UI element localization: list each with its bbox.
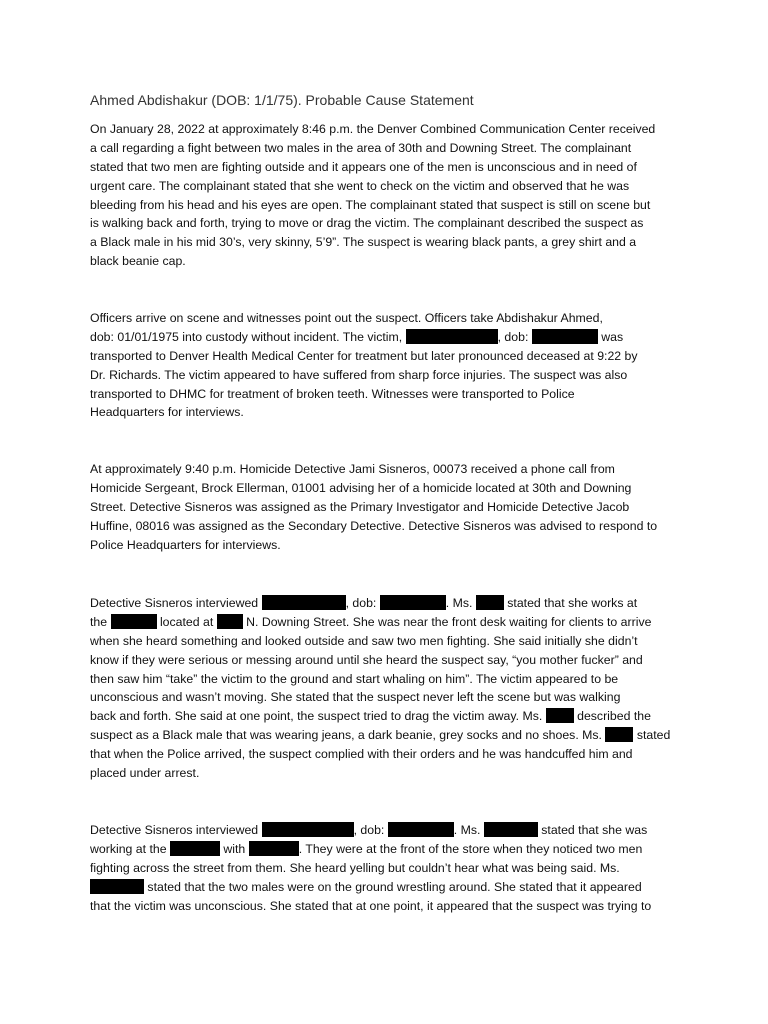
text-line: Dr. Richards. The victim appeared to have suffered from sharp force injuries. The suspect was also bbox=[90, 367, 628, 382]
text-segment: stated that the two males were on the ground wrestling around. She stated that it appeared bbox=[147, 879, 642, 894]
redaction-bar bbox=[262, 595, 346, 610]
text-line: transported to DHMC for treatment of broken teeth. Witnesses were transported to Police bbox=[90, 386, 575, 401]
text-line bbox=[90, 821, 690, 840]
text-line: know if they were serious or messing around until she heard the suspect say, “you mother fucker” and bbox=[90, 652, 643, 667]
redaction-bar bbox=[532, 329, 598, 344]
text-line: Street. Detective Sisneros was assigned as the Primary Investigator and Homicide Detective Jacob bbox=[90, 499, 630, 514]
paragraph-incident-call bbox=[90, 120, 690, 271]
redaction-bar bbox=[605, 727, 633, 742]
redaction-bar bbox=[90, 879, 144, 894]
redaction-bar bbox=[111, 614, 157, 629]
redaction-bar bbox=[388, 822, 454, 837]
paragraph-officers-arrive bbox=[90, 309, 690, 422]
text-line: Homicide Sergeant, Brock Ellerman, 01001 advising her of a homicide located at 30th and Downing bbox=[90, 480, 632, 495]
text-line: black beanie cap. bbox=[90, 254, 186, 269]
text-segment: described the bbox=[577, 709, 651, 724]
text-line bbox=[90, 613, 690, 632]
text-line: Huffine, 08016 was assigned as the Secondary Detective. Detective Sisneros was advised to respond to bbox=[90, 518, 658, 533]
text-line bbox=[90, 878, 690, 897]
text-line: is walking back and forth, trying to move or drag the victim. The complainant described the suspect as bbox=[90, 216, 644, 231]
redaction-bar bbox=[380, 595, 446, 610]
redaction-bar bbox=[262, 822, 354, 837]
text-segment: Detective Sisneros interviewed bbox=[90, 596, 259, 610]
text-line bbox=[90, 840, 690, 859]
text-line: fighting across the street from them. She heard yelling but couldn’t hear what was being said. Ms. bbox=[90, 860, 620, 875]
text-line: a Black male in his mid 30’s, very skinny, 5’9”. The suspect is wearing black pants, a grey shirt and a bbox=[90, 235, 637, 250]
text-line bbox=[90, 707, 690, 726]
text-line: then saw him “take” the victim to the ground and start whaling on him”. The victim appeared to be bbox=[90, 671, 619, 686]
text-segment: . They were at the front of the store when they noticed two men bbox=[298, 841, 643, 856]
text-segment: back and forth. She said at one point, the suspect tried to drag the victim away. Ms. bbox=[90, 709, 543, 724]
redaction-bar bbox=[217, 614, 243, 629]
redaction-bar bbox=[406, 329, 498, 344]
text-segment: the bbox=[90, 614, 108, 629]
text-segment: stated bbox=[636, 728, 671, 743]
text-segment: . Ms. bbox=[445, 596, 473, 610]
text-segment: located at bbox=[159, 614, 214, 629]
text-segment: suspect as a Black male that was wearing jeans, a dark beanie, grey socks and no shoes. Ms. bbox=[90, 728, 602, 743]
text-line bbox=[90, 726, 690, 745]
text-line: At approximately 9:40 p.m. Homicide Detective Jami Sisneros, 00073 received a phone call from bbox=[90, 462, 615, 476]
redaction-bar bbox=[476, 595, 504, 610]
text-segment: stated that she was bbox=[541, 823, 648, 837]
text-line: a call regarding a fight between two males in the area of 30th and Downing Street. The complainant bbox=[90, 140, 632, 155]
text-segment: , dob: bbox=[353, 823, 385, 837]
text-segment: . Ms. bbox=[453, 823, 481, 837]
text-line: Police Headquarters for interviews. bbox=[90, 537, 281, 552]
text-line: urgent care. The complainant stated that she went to check on the victim and observed that he was bbox=[90, 178, 630, 193]
text-line: stated that two men are fighting outside and it appears one of the men is unconscious and in need of bbox=[90, 159, 637, 174]
paragraph-first-witness-interview bbox=[90, 594, 690, 783]
text-line: unconscious and wasn’t moving. She stated that the suspect never left the scene but was walking bbox=[90, 690, 621, 705]
text-segment: , dob: bbox=[497, 329, 529, 344]
text-segment: N. Downing Street. She was near the front desk waiting for clients to arrive bbox=[246, 614, 652, 629]
text-line: placed under arrest. bbox=[90, 766, 200, 781]
redaction-bar bbox=[546, 708, 574, 723]
text-line: Officers arrive on scene and witnesses point out the suspect. Officers take Abdishakur Ahmed, bbox=[90, 311, 603, 325]
paragraph-second-witness-interview bbox=[90, 821, 690, 915]
text-line: when she heard something and looked outside and saw two men fighting. She said initially she didn’t bbox=[90, 633, 638, 648]
text-segment: Detective Sisneros interviewed bbox=[90, 823, 259, 837]
text-line: that when the Police arrived, the suspect complied with their orders and he was handcuffed him and bbox=[90, 747, 633, 762]
text-line: transported to Denver Health Medical Center for treatment but later pronounced deceased at 9:22 by bbox=[90, 348, 638, 363]
text-segment: with bbox=[223, 841, 246, 856]
text-segment: stated that she works at bbox=[507, 596, 638, 610]
redaction-bar bbox=[249, 841, 299, 856]
text-segment: was bbox=[601, 329, 624, 344]
text-line: bleeding from his head and his eyes are open. The complainant stated that suspect is still on scene but bbox=[90, 197, 651, 212]
text-line: Headquarters for interviews. bbox=[90, 405, 244, 420]
text-line: On January 28, 2022 at approximately 8:46 p.m. the Denver Combined Communication Center received bbox=[90, 122, 656, 136]
text-line bbox=[90, 594, 690, 613]
text-segment: dob: 01/01/1975 into custody without incident. The victim, bbox=[90, 329, 403, 344]
redaction-bar bbox=[170, 841, 220, 856]
document-heading: Ahmed Abdishakur (DOB: 1/1/75). Probable Cause Statement bbox=[90, 92, 474, 108]
text-segment: working at the bbox=[90, 841, 167, 856]
text-segment: , dob: bbox=[345, 596, 377, 610]
text-line: that the victim was unconscious. She stated that at one point, it appeared that the suspect was trying to bbox=[90, 898, 652, 913]
redaction-bar bbox=[484, 822, 538, 837]
paragraph-detective-assignment bbox=[90, 460, 690, 554]
text-line bbox=[90, 328, 690, 347]
